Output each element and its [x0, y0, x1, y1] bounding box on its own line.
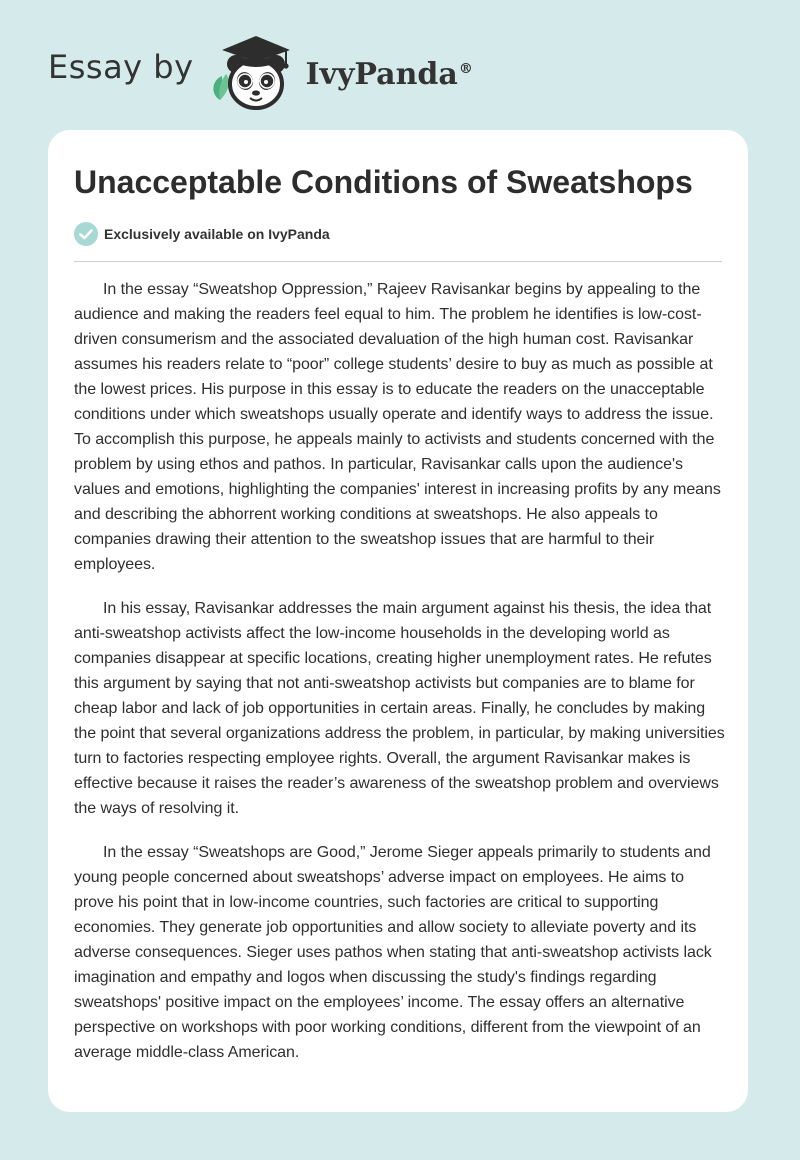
paragraph-2: In his essay, Ravisankar addresses the main argument against his thesis, the idea that anti-sweatshop activists affect the low-income households in the developing world as companies disappear at specific locations, creating higher unemployment rates. He refutes this argument by saying that not anti-sweatshop activists but companies are to blame for cheap labor and lack of job opportunities in certain areas. Finally, he concludes by making the point that several organizations address the problem, in particular, by making universities turn to factories respecting employee rights. Overall, the argument Ravisankar makes is effective because it raises the reader’s awareness of the sweatshop problem and overviews the ways of resolving it.: [74, 600, 725, 817]
paragraph-3: In the essay “Sweatshops are Good,” Jerome Sieger appeals primarily to students and young people concerned about sweatshops’ adverse impact on employees. He aims to prove his point that in low-income countries, such factories are critical to supporting economies. They generate job opportunities and allow society to alleviate poverty and its adverse consequences. Sieger uses pathos when stating that anti-sweatshop activists lack imagination and empathy and logos when discussing the study's findings regarding sweatshops' positive impact on the employees’ income. The essay offers an alternative perspective on workshops with poor working conditions, different from the viewpoint of an average middle-class American.: [74, 844, 712, 1061]
registered-mark: ®: [458, 60, 473, 77]
brand-name: [306, 57, 473, 92]
panda-graduate-icon: [206, 30, 302, 114]
essay-card: [48, 130, 748, 1112]
brand-prefix: Essay by: [48, 48, 194, 86]
divider: [74, 261, 722, 262]
essay-body: [74, 277, 726, 1084]
exclusive-badge-label: Exclusively available on IvyPanda: [104, 226, 330, 242]
page-title: Unacceptable Conditions of Sweatshops: [74, 164, 693, 200]
exclusive-badge: [74, 222, 330, 246]
site-header: [48, 30, 473, 114]
check-circle-icon: [74, 222, 98, 246]
paragraph-1: In the essay “Sweatshop Oppression,” Rajeev Ravisankar begins by appealing to the audience and making the readers feel equal to him. The problem he identifies is low-cost-driven consumerism and the associated devaluation of the high human cost. Ravisankar assumes his readers relate to “poor” college students’ desire to buy as much as possible at the lowest prices. His purpose in this essay is to educate the readers on the unacceptable conditions under which sweatshops usually operate and identify ways to address the issue. To accomplish this purpose, he appeals mainly to activists and students concerned with the problem by using ethos and pathos. In particular, Ravisankar calls upon the audience's values and emotions, highlighting the companies' interest in increasing profits by any means and describing the abhorrent working conditions at sweatshops. He also appeals to companies drawing their attention to the sweatshop issues that are harmful to their employees.: [74, 281, 721, 573]
brand-name-text: IvyPanda: [305, 56, 458, 92]
